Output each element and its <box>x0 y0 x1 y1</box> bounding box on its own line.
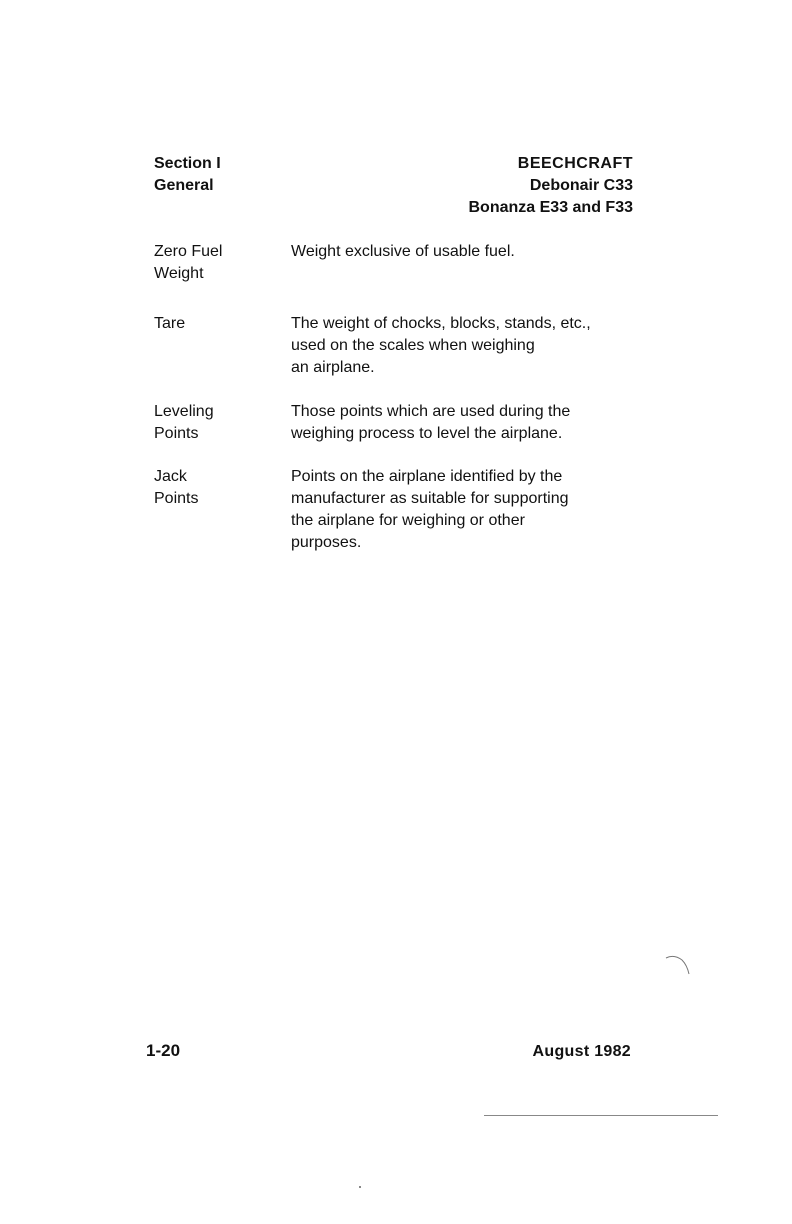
definition-entry <box>154 241 644 313</box>
section-header <box>154 153 221 197</box>
definition-text <box>291 241 641 263</box>
term-line: Points <box>154 425 199 442</box>
term-line: Jack <box>154 468 187 485</box>
definition-entry <box>154 466 644 556</box>
definition-text <box>291 401 641 445</box>
scan-artifact-line <box>484 1115 718 1116</box>
definition-line: Points on the airplane identified by the <box>291 468 563 485</box>
definitions-list <box>154 241 644 556</box>
definition-text <box>291 313 641 379</box>
term-line: Zero Fuel <box>154 243 223 260</box>
definition-line: the airplane for weighing or other <box>291 512 525 529</box>
term-line: Weight <box>154 265 204 282</box>
term-line: Tare <box>154 315 186 332</box>
definition-line: The weight of chocks, blocks, stands, etc., <box>291 315 591 332</box>
definition-term <box>154 313 274 335</box>
definition-line: manufacturer as suitable for supporting <box>291 490 569 507</box>
definition-line: an airplane. <box>291 359 375 376</box>
page-number: 1-20 <box>146 1041 181 1060</box>
section-label: Section I <box>154 155 221 172</box>
revision-date: August 1982 <box>532 1043 631 1060</box>
definition-term <box>154 401 274 445</box>
model-line-2: Bonanza E33 and F33 <box>468 199 633 216</box>
scan-artifact-curve <box>664 952 694 982</box>
term-line: Leveling <box>154 403 214 420</box>
definition-term <box>154 466 274 510</box>
definition-text <box>291 466 641 554</box>
model-line-1: Debonair C33 <box>529 177 633 194</box>
definition-line: Those points which are used during the <box>291 403 571 420</box>
definition-line: purposes. <box>291 534 362 551</box>
definition-entry <box>154 313 644 401</box>
definition-line: used on the scales when weighing <box>291 337 535 354</box>
definition-entry <box>154 401 644 466</box>
definition-line: weighing process to level the airplane. <box>291 425 563 442</box>
term-line: Points <box>154 490 199 507</box>
brand-name: BEECHCRAFT <box>517 155 633 172</box>
scan-artifact-dot <box>359 1186 361 1188</box>
definition-line: Weight exclusive of usable fuel. <box>291 243 515 260</box>
aircraft-header <box>469 153 634 219</box>
subsection-label: General <box>154 177 214 194</box>
definition-term <box>154 241 274 285</box>
